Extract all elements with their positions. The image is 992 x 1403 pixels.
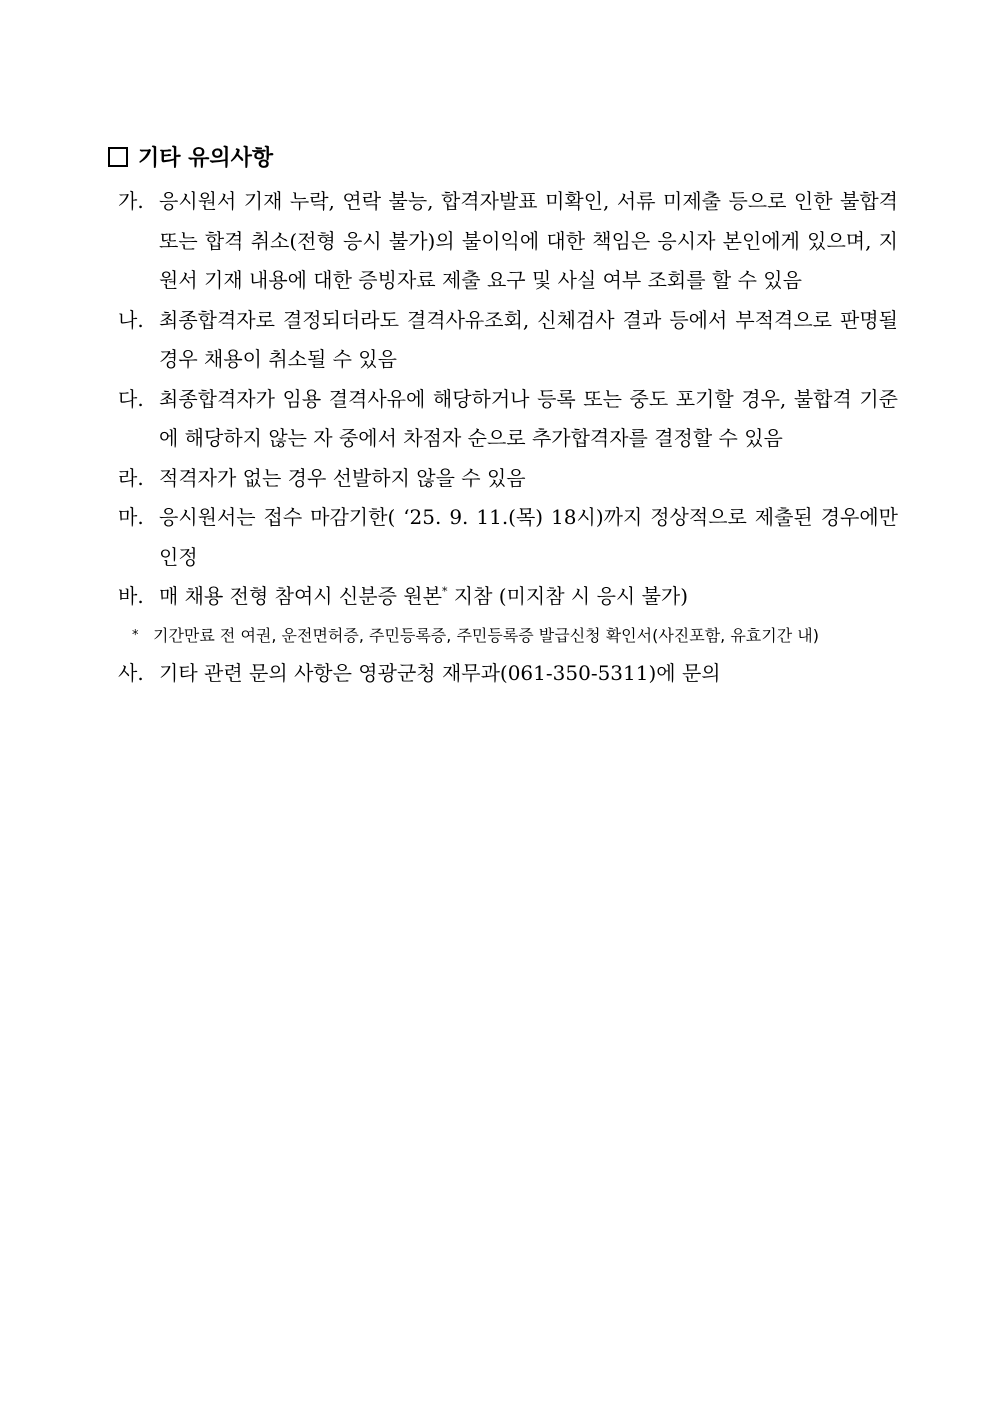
list-item	[118, 301, 898, 380]
item-text: 기타 관련 문의 사항은 영광군청 재무과(061-350-5311)에 문의	[159, 660, 721, 685]
list-item	[118, 577, 898, 617]
footnote	[118, 621, 898, 650]
item-marker: 가.	[118, 189, 144, 213]
item-marker: 바.	[118, 584, 144, 608]
item-text-before: 매 채용 전형 참여시 신분증 원본	[159, 584, 442, 608]
list-item	[118, 498, 898, 577]
section-title-text: 기타 유의사항	[138, 145, 274, 171]
square-bullet-icon	[108, 147, 128, 167]
list-item	[118, 182, 898, 301]
footnote-text: 기간만료 전 여권, 운전면허증, 주민등록증, 주민등록증 발급신청 확인서(사진포함, 유효기간 내)	[153, 625, 819, 645]
item-marker: 라.	[118, 465, 144, 490]
item-marker: 사.	[118, 660, 144, 685]
item-text: 적격자가 없는 경우 선발하지 않을 수 있음	[159, 465, 526, 490]
list-item	[118, 654, 898, 694]
notice-list	[118, 182, 898, 693]
item-text-after: 지참 (미지참 시 응시 불가)	[447, 584, 689, 608]
item-text: 응시원서는 접수 마감기한( ‘25. 9. 11.(목) 18시)까지 정상적으로 제출된 경우에만 인정	[159, 505, 898, 569]
item-marker: 마.	[118, 505, 144, 529]
item-marker: 나.	[118, 307, 144, 332]
item-text: 최종합격자로 결정되더라도 결격사유조회, 신체검사 결과 등에서 부적격으로 판명될 경우 채용이 취소될 수 있음	[159, 307, 898, 371]
item-marker: 다.	[118, 386, 144, 411]
footnote-mark: *	[441, 585, 448, 598]
list-item	[118, 459, 898, 499]
list-item	[118, 380, 898, 459]
section-heading	[108, 140, 273, 176]
item-text: 최종합격자가 임용 결격사유에 해당하거나 등록 또는 중도 포기할 경우, 불합격 기준에 해당하지 않는 자 중에서 차점자 순으로 추가합격자를 결정할 수 있음	[159, 386, 898, 450]
item-text: 응시원서 기재 누락, 연락 불능, 합격자발표 미확인, 서류 미제출 등으로 인한 불합격 또는 합격 취소(전형 응시 불가)의 불이익에 대한 책임은 응시자 본인에게 있으며, 지원서 기재 내용에 대한 증빙자료 제출 요구 및 사실 여부 조회를 할 수 있음	[159, 189, 898, 292]
footnote-star: *	[132, 627, 139, 643]
